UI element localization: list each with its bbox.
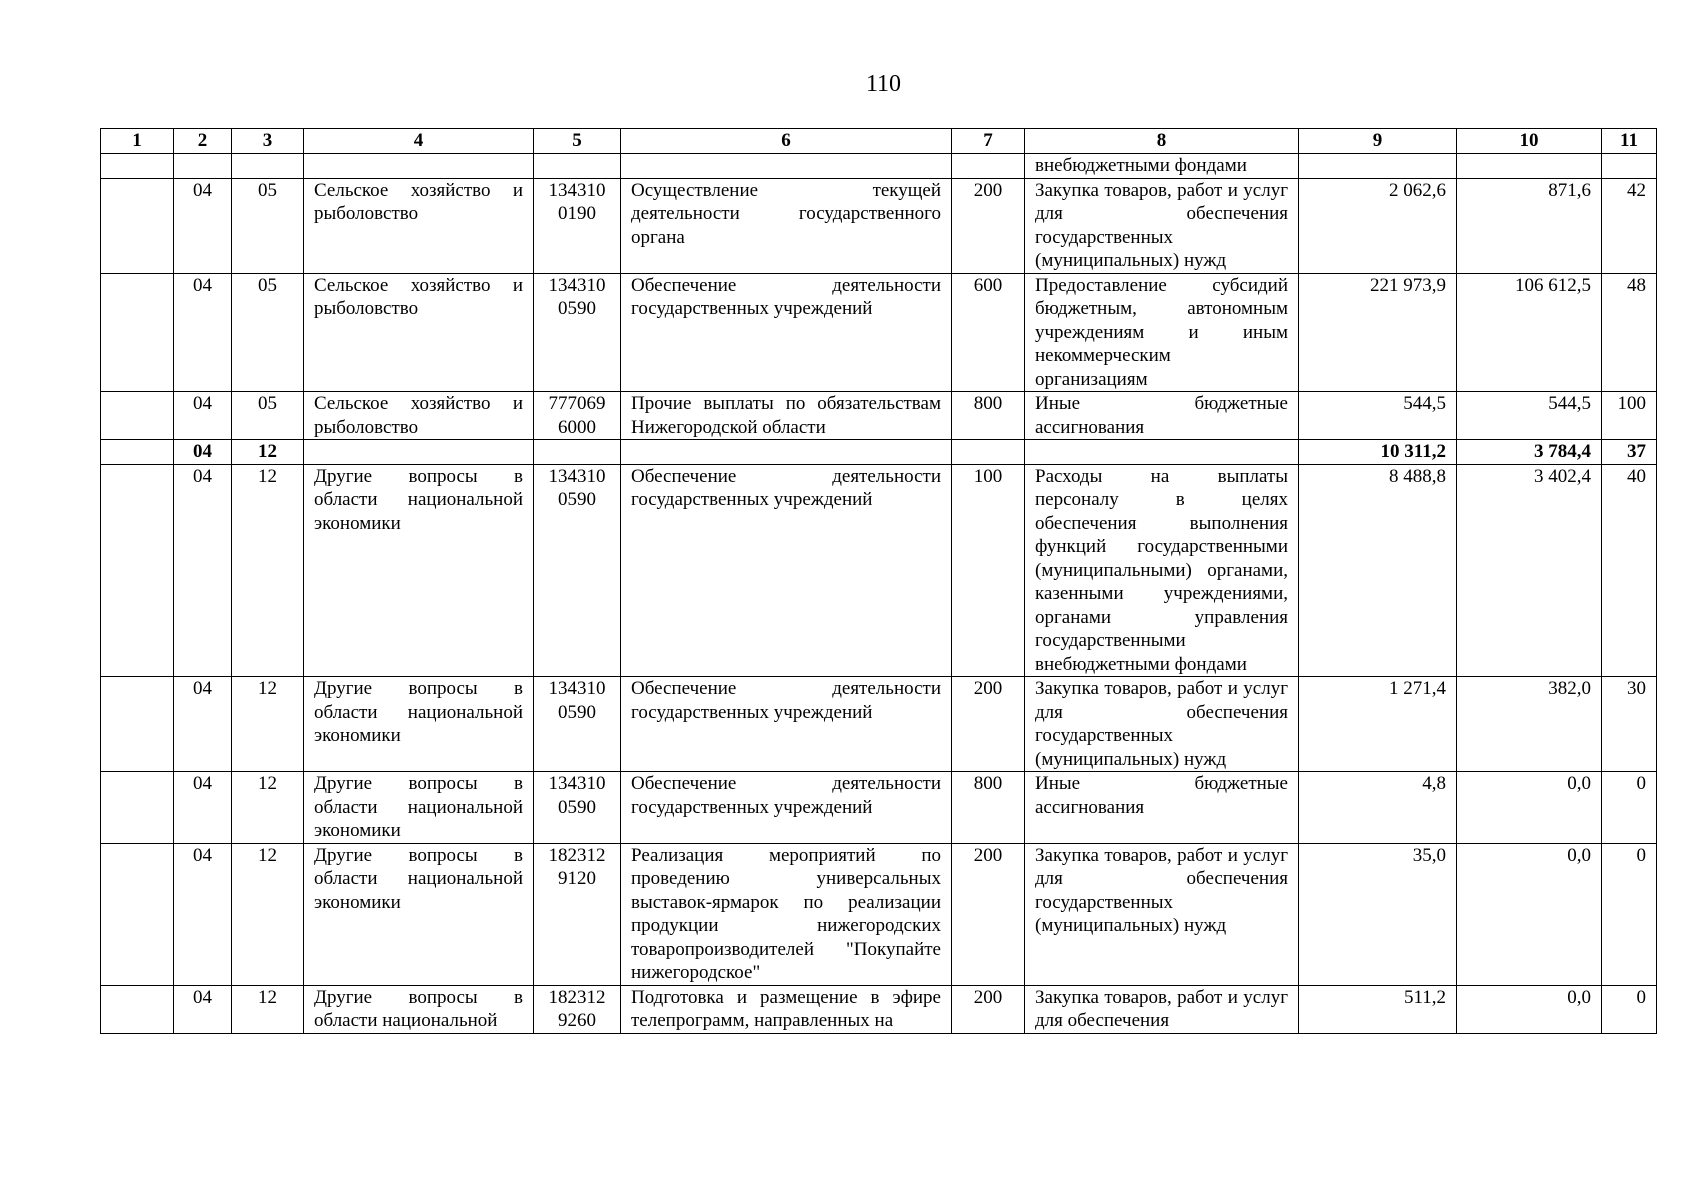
cell-target-article: 182312 9260 bbox=[534, 985, 621, 1033]
cell-expense-type-name: Иные бюджетные ассигнования bbox=[1025, 772, 1299, 844]
cell-target-name bbox=[621, 154, 952, 179]
cell-subsection-code: 12 bbox=[232, 464, 304, 677]
subtotal-row bbox=[101, 440, 1657, 465]
cell-target-name: Реализация мероприятий по проведению универсальных выставок-ярмарок по реализации продукции нижегородских товаропроизводителей "Покупайте нижегородское" bbox=[621, 843, 952, 985]
cell-percent bbox=[1602, 154, 1657, 179]
cell-expense-type-code: 600 bbox=[952, 273, 1025, 392]
cell-target-article: 134310 0590 bbox=[534, 772, 621, 844]
cell-expense-type-name: Закупка товаров, работ и услуг для обеспечения государственных (муниципальных) нужд bbox=[1025, 843, 1299, 985]
cell-section bbox=[101, 464, 174, 677]
cell-section bbox=[101, 440, 174, 465]
cell-actual-amount: 0,0 bbox=[1457, 985, 1602, 1033]
cell-section bbox=[101, 772, 174, 844]
cell-actual-amount: 0,0 bbox=[1457, 772, 1602, 844]
cell-target-name: Обеспечение деятельности государственных учреждений bbox=[621, 677, 952, 772]
table-row bbox=[101, 154, 1657, 179]
cell-actual-amount: 544,5 bbox=[1457, 392, 1602, 440]
cell-subsection-code: 12 bbox=[232, 677, 304, 772]
cell-percent: 30 bbox=[1602, 677, 1657, 772]
table-row bbox=[101, 843, 1657, 985]
header-cell: 6 bbox=[621, 129, 952, 154]
cell-expense-type-code: 200 bbox=[952, 677, 1025, 772]
cell-expense-type-name: Предоставление субсидий бюджетным, автономным учреждениям и иным некоммерческим организациям bbox=[1025, 273, 1299, 392]
cell-expense-type-name: Закупка товаров, работ и услуг для обеспечения государственных (муниципальных) нужд bbox=[1025, 178, 1299, 273]
cell-expense-type-name: внебюджетными фондами bbox=[1025, 154, 1299, 179]
cell-subsection-name: Другие вопросы в области национальной экономики bbox=[304, 843, 534, 985]
table-row bbox=[101, 985, 1657, 1033]
header-cell: 7 bbox=[952, 129, 1025, 154]
cell-subsection-code: 12 bbox=[232, 843, 304, 985]
cell-actual-amount: 0,0 bbox=[1457, 843, 1602, 985]
cell-section-code: 04 bbox=[174, 677, 232, 772]
cell-subsection-name: Сельское хозяйство и рыболовство bbox=[304, 392, 534, 440]
cell-target-name: Прочие выплаты по обязательствам Нижегородской области bbox=[621, 392, 952, 440]
cell-section-code: 04 bbox=[174, 772, 232, 844]
cell-expense-type-code: 200 bbox=[952, 178, 1025, 273]
cell-section bbox=[101, 392, 174, 440]
cell-actual-amount: 871,6 bbox=[1457, 178, 1602, 273]
cell-expense-type-code: 100 bbox=[952, 464, 1025, 677]
cell-section-code: 04 bbox=[174, 273, 232, 392]
cell-subsection-name bbox=[304, 154, 534, 179]
cell-target-name bbox=[621, 440, 952, 465]
cell-section bbox=[101, 273, 174, 392]
header-cell: 5 bbox=[534, 129, 621, 154]
cell-subsection-name: Сельское хозяйство и рыболовство bbox=[304, 273, 534, 392]
cell-subsection-code: 05 bbox=[232, 178, 304, 273]
cell-section bbox=[101, 154, 174, 179]
cell-percent: 40 bbox=[1602, 464, 1657, 677]
cell-actual-amount bbox=[1457, 154, 1602, 179]
cell-target-name: Обеспечение деятельности государственных учреждений bbox=[621, 273, 952, 392]
header-cell: 8 bbox=[1025, 129, 1299, 154]
cell-actual-amount: 382,0 bbox=[1457, 677, 1602, 772]
cell-section-code: 04 bbox=[174, 178, 232, 273]
cell-percent: 0 bbox=[1602, 985, 1657, 1033]
cell-section bbox=[101, 677, 174, 772]
cell-subsection-code: 05 bbox=[232, 273, 304, 392]
cell-subsection-name: Другие вопросы в области национальной экономики bbox=[304, 677, 534, 772]
header-cell: 3 bbox=[232, 129, 304, 154]
cell-plan-amount bbox=[1299, 154, 1457, 179]
cell-percent: 48 bbox=[1602, 273, 1657, 392]
cell-section-code: 04 bbox=[174, 985, 232, 1033]
cell-expense-type-name: Закупка товаров, работ и услуг для обеспечения государственных (муниципальных) нужд bbox=[1025, 677, 1299, 772]
cell-expense-type-name: Расходы на выплаты персоналу в целях обеспечения выполнения функций государственными (муниципальными) органами, казенными учреждениями, органами управления государственными внебюджетными фондами bbox=[1025, 464, 1299, 677]
cell-target-name: Обеспечение деятельности государственных учреждений bbox=[621, 772, 952, 844]
cell-target-name: Осуществление текущей деятельности государственного органа bbox=[621, 178, 952, 273]
header-row bbox=[101, 129, 1657, 154]
cell-subsection-name: Другие вопросы в области национальной экономики bbox=[304, 464, 534, 677]
cell-subsection-code: 05 bbox=[232, 392, 304, 440]
cell-subsection-code: 12 bbox=[232, 985, 304, 1033]
cell-target-name: Подготовка и размещение в эфире телепрограмм, направленных на bbox=[621, 985, 952, 1033]
cell-percent: 42 bbox=[1602, 178, 1657, 273]
cell-target-article: 134310 0590 bbox=[534, 677, 621, 772]
table-row bbox=[101, 677, 1657, 772]
cell-subsection-name: Другие вопросы в области национальной bbox=[304, 985, 534, 1033]
cell-section bbox=[101, 985, 174, 1033]
header-cell: 4 bbox=[304, 129, 534, 154]
cell-target-article: 134310 0190 bbox=[534, 178, 621, 273]
cell-target-article: 134310 0590 bbox=[534, 273, 621, 392]
cell-expense-type-code: 200 bbox=[952, 843, 1025, 985]
table-row bbox=[101, 392, 1657, 440]
cell-subsection-name bbox=[304, 440, 534, 465]
cell-expense-type-code: 800 bbox=[952, 392, 1025, 440]
cell-expense-type-code: 800 bbox=[952, 772, 1025, 844]
header-cell: 11 bbox=[1602, 129, 1657, 154]
cell-percent: 0 bbox=[1602, 843, 1657, 985]
cell-plan-amount: 221 973,9 bbox=[1299, 273, 1457, 392]
budget-table bbox=[100, 128, 1657, 1034]
cell-expense-type-name: Иные бюджетные ассигнования bbox=[1025, 392, 1299, 440]
table-row bbox=[101, 772, 1657, 844]
cell-plan-amount: 511,2 bbox=[1299, 985, 1457, 1033]
cell-target-name: Обеспечение деятельности государственных учреждений bbox=[621, 464, 952, 677]
cell-plan-amount: 35,0 bbox=[1299, 843, 1457, 985]
page-number: 110 bbox=[865, 71, 902, 97]
cell-subsection-name: Сельское хозяйство и рыболовство bbox=[304, 178, 534, 273]
cell-expense-type-code bbox=[952, 154, 1025, 179]
cell-target-article: 134310 0590 bbox=[534, 464, 621, 677]
cell-subsection-name: Другие вопросы в области национальной экономики bbox=[304, 772, 534, 844]
cell-actual-amount: 106 612,5 bbox=[1457, 273, 1602, 392]
cell-plan-amount: 544,5 bbox=[1299, 392, 1457, 440]
cell-section-code: 04 bbox=[174, 440, 232, 465]
table-row bbox=[101, 464, 1657, 677]
cell-section bbox=[101, 843, 174, 985]
cell-section-code: 04 bbox=[174, 392, 232, 440]
cell-section-code bbox=[174, 154, 232, 179]
cell-section-code: 04 bbox=[174, 843, 232, 985]
cell-target-article bbox=[534, 440, 621, 465]
cell-percent: 100 bbox=[1602, 392, 1657, 440]
cell-target-article: 777069 6000 bbox=[534, 392, 621, 440]
cell-plan-amount: 4,8 bbox=[1299, 772, 1457, 844]
header-cell: 2 bbox=[174, 129, 232, 154]
cell-expense-type-code bbox=[952, 440, 1025, 465]
cell-expense-type-name: Закупка товаров, работ и услуг для обеспечения bbox=[1025, 985, 1299, 1033]
cell-percent: 37 bbox=[1602, 440, 1657, 465]
cell-plan-amount: 1 271,4 bbox=[1299, 677, 1457, 772]
header-cell: 9 bbox=[1299, 129, 1457, 154]
cell-expense-type-name bbox=[1025, 440, 1299, 465]
cell-percent: 0 bbox=[1602, 772, 1657, 844]
header-cell: 1 bbox=[101, 129, 174, 154]
table-row bbox=[101, 273, 1657, 392]
cell-plan-amount: 8 488,8 bbox=[1299, 464, 1457, 677]
cell-actual-amount: 3 784,4 bbox=[1457, 440, 1602, 465]
table-row bbox=[101, 178, 1657, 273]
cell-plan-amount: 10 311,2 bbox=[1299, 440, 1457, 465]
cell-plan-amount: 2 062,6 bbox=[1299, 178, 1457, 273]
cell-section-code: 04 bbox=[174, 464, 232, 677]
cell-target-article: 182312 9120 bbox=[534, 843, 621, 985]
cell-subsection-code: 12 bbox=[232, 440, 304, 465]
header-cell: 10 bbox=[1457, 129, 1602, 154]
cell-section bbox=[101, 178, 174, 273]
cell-subsection-code: 12 bbox=[232, 772, 304, 844]
cell-target-article bbox=[534, 154, 621, 179]
cell-subsection-code bbox=[232, 154, 304, 179]
cell-actual-amount: 3 402,4 bbox=[1457, 464, 1602, 677]
cell-expense-type-code: 200 bbox=[952, 985, 1025, 1033]
